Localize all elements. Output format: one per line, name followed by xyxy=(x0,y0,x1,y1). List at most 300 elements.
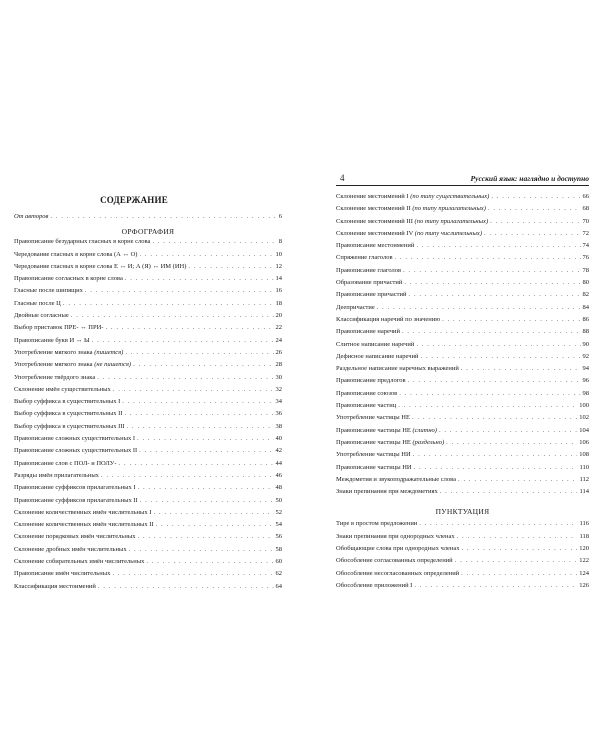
toc-entry-title-text: Склонение порядковых имён числительных xyxy=(14,533,136,541)
toc-entry-page: 88 xyxy=(582,328,589,336)
toc-entry-title-text: Обобщающие слова при однородных членах xyxy=(336,545,460,553)
toc-entry xyxy=(14,497,282,509)
dot-leader xyxy=(416,341,580,348)
toc-entry-title-text: Двойные согласные xyxy=(14,312,69,320)
toc-entry-page: 86 xyxy=(582,315,589,323)
toc-entry-title-text: Выбор суффикса в существительных I xyxy=(14,398,121,406)
toc-entry xyxy=(336,402,589,414)
dot-leader xyxy=(416,242,580,249)
toc-entry xyxy=(14,251,282,263)
toc-entry-note: (пишется) xyxy=(94,348,124,356)
section-heading: ПУНКТУАЦИЯ xyxy=(435,507,490,517)
toc-entry-title xyxy=(14,374,95,381)
toc-entry xyxy=(336,464,589,476)
dot-leader xyxy=(458,476,577,483)
dot-leader xyxy=(446,439,577,446)
toc-entry-title-text: Правописание частицы НИ xyxy=(336,463,412,471)
toc-entry-page: 124 xyxy=(579,569,589,577)
dot-leader xyxy=(112,570,273,577)
toc-entry xyxy=(336,427,589,439)
toc-entry-page: 24 xyxy=(275,336,282,344)
toc-entry xyxy=(14,435,282,447)
toc-entry-title xyxy=(14,583,96,590)
toc-entry-title xyxy=(336,279,402,286)
dot-leader xyxy=(125,275,274,282)
dot-leader xyxy=(403,267,580,274)
dot-leader xyxy=(85,287,274,294)
toc-entry-title-text: Правописание местоимений xyxy=(336,242,415,250)
dot-leader xyxy=(413,451,578,458)
toc-entry-title-text: Раздельное написание наречных выражений xyxy=(336,365,459,373)
toc-entry-page: 72 xyxy=(582,229,589,237)
toc-entry xyxy=(336,377,589,389)
toc-entry-title-text: Правописание букв И ↔ Ы xyxy=(14,336,90,344)
dot-leader xyxy=(484,230,581,237)
toc-entry-title-text: Обособление приложений I xyxy=(336,581,413,589)
toc-entry-title-text: Междометия и звукоподражательные слова xyxy=(336,475,457,483)
toc-entry-title-text: Правописание безударных гласных в корне слова xyxy=(14,238,151,246)
toc-entry-page: 22 xyxy=(275,324,282,332)
dot-leader xyxy=(137,533,273,540)
toc-entry xyxy=(14,324,282,336)
toc-entry-page: 62 xyxy=(275,570,282,578)
toc-entry-page: 122 xyxy=(579,557,589,565)
dot-leader xyxy=(152,238,276,245)
toc-entry-page: 10 xyxy=(275,250,282,258)
toc-entry-title xyxy=(336,205,486,212)
toc-entry xyxy=(336,218,589,230)
toc-entry-title xyxy=(14,447,137,454)
toc-entry xyxy=(14,238,282,250)
toc-entry-page: 94 xyxy=(582,365,589,373)
toc-entry-title-text: Выбор приставок ПРЕ- ↔ ПРИ- xyxy=(14,324,104,332)
toc-entry-title-text: Классификация местоимений xyxy=(14,582,96,590)
dot-leader xyxy=(146,558,273,565)
toc-entry-title-text: Правописание суффиксов прилагательных II xyxy=(14,496,138,504)
dot-leader xyxy=(490,218,580,225)
toc-entry-page: 6 xyxy=(278,213,282,220)
toc-entry-title-text: Склонение местоимений III xyxy=(336,217,413,225)
toc-entry xyxy=(336,193,589,205)
dot-leader xyxy=(408,377,581,384)
toc-entry-title-text: Склонение имён существительных xyxy=(14,385,111,393)
toc-entry xyxy=(14,386,282,398)
toc-entry-page: 18 xyxy=(275,299,282,307)
toc-entry-title xyxy=(336,341,414,348)
dot-leader xyxy=(404,279,580,286)
dot-leader xyxy=(50,213,276,220)
toc-entry-page: 100 xyxy=(579,402,589,410)
toc-entry-page: 44 xyxy=(275,459,282,467)
toc-entry-page: 64 xyxy=(275,582,282,590)
toc-entry-title xyxy=(14,533,135,540)
dot-leader xyxy=(408,291,580,298)
toc-entry-title xyxy=(14,460,117,467)
toc-entry-page: 42 xyxy=(275,447,282,455)
toc-entry-page: 8 xyxy=(278,238,282,246)
toc-entry-page: 104 xyxy=(579,426,589,434)
contents-title: СОДЕРЖАНИЕ xyxy=(100,195,168,205)
toc-entry-page: 118 xyxy=(579,532,589,540)
toc-entry-title xyxy=(14,275,123,282)
dot-leader xyxy=(105,324,273,331)
toc-entry-title-text: Правописание согласных в корне слова xyxy=(14,275,123,283)
toc-entry-page: 48 xyxy=(275,484,282,492)
toc-entry xyxy=(336,439,589,451)
toc-entry-page: 38 xyxy=(275,422,282,430)
dot-leader xyxy=(414,582,577,589)
toc-entry-title-text: Правописание частицы НЕ xyxy=(336,426,411,434)
toc-entry-title xyxy=(336,242,414,249)
dot-leader xyxy=(125,349,273,356)
dot-leader xyxy=(439,427,577,434)
toc-entry-title xyxy=(336,488,438,495)
toc-entry-title xyxy=(336,267,401,274)
toc-entry-title-text: Гласные после шипящих xyxy=(14,287,83,295)
toc-entry-title-text: Деепричастие xyxy=(336,303,375,311)
dot-leader xyxy=(414,464,578,471)
toc-entry xyxy=(336,570,589,582)
toc-entry xyxy=(336,316,589,328)
toc-entry xyxy=(336,254,589,266)
toc-entry-title xyxy=(14,263,186,270)
toc-entry-page: 68 xyxy=(582,205,589,213)
toc-entry-page: 50 xyxy=(275,496,282,504)
toc-entry-title-text: Обособление согласованных определений xyxy=(336,557,453,565)
toc-entry-title xyxy=(14,398,120,405)
dot-leader xyxy=(97,374,273,381)
toc-entry-title-text: Спряжение глаголов xyxy=(336,254,393,262)
toc-entry xyxy=(336,582,589,594)
toc-entry-page: 126 xyxy=(579,581,589,589)
toc-entry-title xyxy=(14,558,144,565)
toc-entry xyxy=(336,341,589,353)
toc-entry-page: 76 xyxy=(582,254,589,262)
dot-leader xyxy=(101,472,274,479)
dot-leader xyxy=(138,484,274,491)
toc-entry-page: 14 xyxy=(275,275,282,283)
page-number: 4 xyxy=(340,173,345,183)
toc-entry-page: 82 xyxy=(582,291,589,299)
toc-entry xyxy=(336,353,589,365)
toc-entry xyxy=(14,263,282,275)
toc-entry-page: 114 xyxy=(579,488,589,496)
toc-entry-title xyxy=(336,291,406,298)
dot-leader xyxy=(140,497,274,504)
toc-entry-page: 92 xyxy=(582,352,589,360)
toc-entry-title-text: Разряды имён прилагательных xyxy=(14,471,99,479)
dot-leader xyxy=(440,488,578,495)
dot-leader xyxy=(63,300,274,307)
toc-entry-note: (по типу существительных) xyxy=(410,193,490,200)
toc-entry-title xyxy=(336,218,488,225)
toc-entry xyxy=(14,583,282,595)
toc-entry xyxy=(336,242,589,254)
toc-entry-title xyxy=(14,300,61,307)
toc-entry-title xyxy=(14,546,127,553)
toc-entry xyxy=(336,267,589,279)
toc-entry-page: 16 xyxy=(275,287,282,295)
toc-entry-title xyxy=(336,464,412,471)
dot-leader xyxy=(491,193,580,200)
toc-entry-title xyxy=(14,484,136,491)
toc-entry-title xyxy=(336,545,459,552)
dot-leader xyxy=(419,520,577,527)
toc-entry-page: 58 xyxy=(275,545,282,553)
toc-entry-page: 84 xyxy=(582,303,589,311)
toc-entry-title xyxy=(14,410,122,417)
toc-entry-title-text: Правописание союзов xyxy=(336,389,398,397)
toc-entry-title-text: Классификация наречий по значению xyxy=(336,315,441,323)
toc-entry-title-text: Правописание предлогов xyxy=(336,377,406,385)
toc-entry-note: (по типу прилагательных) xyxy=(414,217,489,225)
toc-entry-page: 52 xyxy=(275,508,282,516)
toc-entry-page: 46 xyxy=(275,471,282,479)
toc-entry xyxy=(14,533,282,545)
toc-entry xyxy=(14,521,282,533)
toc-entry-title-text: Употребление мягкого знака xyxy=(14,348,93,356)
toc-entry-title xyxy=(14,497,138,504)
toc-entry xyxy=(14,374,282,386)
toc-entry-page: 80 xyxy=(582,279,589,287)
toc-entry-title-text: Правописание причастий xyxy=(336,291,407,299)
toc-entry-title xyxy=(336,193,489,200)
toc-entry-title xyxy=(14,213,48,220)
toc-entry-title xyxy=(336,304,375,311)
dot-leader xyxy=(412,414,577,421)
toc-entry-title-text: Правописание имён числительных xyxy=(14,570,111,578)
toc-entry-title-text: Употребление частицы НЕ xyxy=(336,414,410,422)
toc-entry-title xyxy=(14,386,111,393)
toc-entry-page: 120 xyxy=(579,545,589,553)
toc-entry-page: 54 xyxy=(275,521,282,529)
toc-entry xyxy=(14,546,282,558)
dot-leader xyxy=(127,423,274,430)
toc-entry xyxy=(14,213,282,225)
toc-entry-title xyxy=(336,533,455,540)
toc-entry xyxy=(14,472,282,484)
toc-entry xyxy=(336,291,589,303)
toc-entry-title xyxy=(336,557,453,564)
toc-entry-note: (раздельно) xyxy=(412,438,445,446)
dot-leader xyxy=(156,521,274,528)
toc-entry-title-text: Чередование гласных в корне слова Е ↔ И; А (Я) ↔ ИМ (ИН) xyxy=(14,262,187,270)
toc-entry-title xyxy=(336,476,456,483)
toc-entry-title-text: Склонение дробных имён числительных xyxy=(14,545,127,553)
toc-entry-title-text: Обособление несогласованных определений xyxy=(336,569,460,577)
toc-entry xyxy=(336,365,589,377)
toc-entry xyxy=(336,390,589,402)
dot-leader xyxy=(399,390,580,397)
toc-entry-page: 74 xyxy=(582,242,589,250)
toc-entry xyxy=(14,447,282,459)
toc-entry-title-text: От авторов xyxy=(14,213,49,220)
toc-entry-title-text: Склонение собирательных имён числительных xyxy=(14,558,145,566)
dot-leader xyxy=(133,361,273,368)
toc-entry-page: 34 xyxy=(275,398,282,406)
running-title: Русский язык: наглядно и доступно xyxy=(470,174,589,183)
toc-entry-title-text: Дефисное написание наречий xyxy=(336,352,419,360)
dot-leader xyxy=(119,460,274,467)
toc-entry-title-text: Гласные после Ц xyxy=(14,299,61,307)
dot-leader xyxy=(461,570,577,577)
toc-entry-note: (по типу прилагательных) xyxy=(412,205,486,213)
toc-entry xyxy=(336,451,589,463)
toc-entry-title-text: Выбор суффикса в существительных II xyxy=(14,410,123,418)
toc-entry-title xyxy=(14,337,90,344)
dot-leader xyxy=(139,251,273,258)
dot-leader xyxy=(98,583,274,590)
toc-entry xyxy=(14,275,282,287)
toc-entry-title-text: Слитное написание наречий xyxy=(336,340,415,348)
toc-entry-title-text: Образование причастий xyxy=(336,279,403,287)
toc-entry-title xyxy=(336,377,406,384)
toc-entry xyxy=(14,361,282,373)
toc-entry-page: 96 xyxy=(582,377,589,385)
toc-entry-title xyxy=(14,238,150,245)
toc-entry-page: 12 xyxy=(275,262,282,270)
toc-entry-title xyxy=(336,254,393,261)
toc-entry-title xyxy=(336,353,419,360)
dot-leader xyxy=(461,365,581,372)
toc-entry-page: 106 xyxy=(579,438,589,446)
toc-entry-page: 56 xyxy=(275,533,282,541)
toc-entry-title xyxy=(14,251,137,258)
toc-entry-page: 102 xyxy=(579,414,589,422)
toc-entry xyxy=(14,558,282,570)
toc-entry-page: 112 xyxy=(579,475,589,483)
toc-entry-title-text: Склонение количественных имён числительных I xyxy=(14,508,152,516)
toc-entry-title-text: Употребление мягкого знака xyxy=(14,361,93,369)
toc-entry xyxy=(14,287,282,299)
toc-entry-title xyxy=(336,427,437,434)
toc-entry xyxy=(14,300,282,312)
dot-leader xyxy=(395,254,581,261)
toc-entry-title-text: Правописание частицы НЕ xyxy=(336,438,411,446)
toc-entry-page: 116 xyxy=(579,520,589,528)
toc-entry-title xyxy=(14,472,99,479)
toc-entry-title-text: Тире в простом предложении xyxy=(336,520,418,528)
toc-entry-title-text: Знаки препинания при однородных членах xyxy=(336,532,455,540)
toc-entry xyxy=(14,410,282,422)
dot-leader xyxy=(188,263,273,270)
toc-entry-page: 66 xyxy=(582,193,589,200)
toc-entry xyxy=(14,484,282,496)
toc-entry-title xyxy=(14,349,123,356)
dot-leader xyxy=(124,410,273,417)
toc-entry xyxy=(14,570,282,582)
dot-leader xyxy=(92,337,274,344)
toc-entry-title-text: Склонение местоимений I xyxy=(336,193,409,200)
toc-entry-title-text: Правописание наречий xyxy=(336,328,400,336)
toc-entry-title xyxy=(336,582,412,589)
toc-entry-title xyxy=(14,509,151,516)
toc-entry xyxy=(336,476,589,488)
toc-entry-title-text: Знаки препинания при междометиях xyxy=(336,488,438,496)
toc-entry-page: 98 xyxy=(582,389,589,397)
dot-leader xyxy=(461,545,577,552)
toc-entry-title-text: Правописание сложных существительных I xyxy=(14,435,135,443)
toc-entry-title xyxy=(336,230,482,237)
dot-leader xyxy=(137,435,274,442)
toc-entry-title xyxy=(14,287,83,294)
toc-entry-title xyxy=(14,324,103,331)
toc-entry xyxy=(336,414,589,426)
dot-leader xyxy=(421,353,581,360)
right-toc xyxy=(336,193,589,594)
dot-leader xyxy=(457,533,578,540)
toc-entry-title xyxy=(336,316,440,323)
toc-entry-page: 70 xyxy=(582,217,589,225)
toc-entry xyxy=(336,279,589,291)
toc-entry-title xyxy=(14,521,154,528)
toc-entry-title-text: Правописание глаголов xyxy=(336,266,402,274)
dot-leader xyxy=(113,386,274,393)
dot-leader xyxy=(129,546,274,553)
toc-entry-page: 110 xyxy=(579,463,589,471)
toc-entry-note: (по типу числительных) xyxy=(414,229,482,237)
toc-entry xyxy=(14,460,282,472)
dot-leader xyxy=(455,557,578,564)
dot-leader xyxy=(402,328,581,335)
toc-entry-title xyxy=(336,402,396,409)
dot-leader xyxy=(488,205,581,212)
toc-entry-title xyxy=(336,328,400,335)
toc-entry-title xyxy=(14,423,125,430)
toc-entry-title-text: Правописание слов с ПОЛ- и ПОЛУ- xyxy=(14,459,117,467)
toc-entry-title-text: Употребление частицы НИ xyxy=(336,451,411,459)
toc-entry-title-text: Правописание частиц xyxy=(336,402,397,410)
toc-entry-title xyxy=(336,365,459,372)
toc-entry-title xyxy=(14,361,131,368)
dot-leader xyxy=(442,316,580,323)
toc-entry xyxy=(14,337,282,349)
toc-entry-title xyxy=(336,520,417,527)
toc-entry-page: 108 xyxy=(579,451,589,459)
toc-entry-page: 78 xyxy=(582,266,589,274)
toc-entry xyxy=(14,312,282,324)
toc-entry-page: 40 xyxy=(275,435,282,443)
toc-entry xyxy=(14,398,282,410)
toc-entry-page: 60 xyxy=(275,558,282,566)
toc-entry-page: 30 xyxy=(275,373,282,381)
toc-entry xyxy=(336,488,589,500)
toc-entry-page: 26 xyxy=(275,348,282,356)
toc-entry-title xyxy=(14,435,135,442)
toc-entry-title xyxy=(336,390,397,397)
toc-entry xyxy=(336,328,589,340)
toc-entry-title xyxy=(14,570,110,577)
toc-entry xyxy=(14,423,282,435)
toc-entry-title-text: Склонение количественных имён числительных II xyxy=(14,521,154,529)
dot-leader xyxy=(139,447,273,454)
toc-entry-page: 36 xyxy=(275,410,282,418)
toc-entry-page: 32 xyxy=(275,385,282,393)
page-header xyxy=(336,173,589,186)
toc-entry xyxy=(336,520,589,532)
section-heading: ОРФОГРАФИЯ xyxy=(121,227,175,237)
toc-entry xyxy=(336,533,589,545)
toc-entry xyxy=(14,509,282,521)
toc-entry-page: 28 xyxy=(275,361,282,369)
toc-entry xyxy=(336,545,589,557)
toc-entry-title-text: Склонение местоимений II xyxy=(336,205,411,213)
toc-entry-title-text: Выбор суффикса в существительных III xyxy=(14,422,125,430)
toc-entry-title-text: Правописание суффиксов прилагательных I xyxy=(14,484,136,492)
dot-leader xyxy=(398,402,577,409)
toc-entry-title xyxy=(336,414,410,421)
toc-entry-title xyxy=(336,451,411,458)
